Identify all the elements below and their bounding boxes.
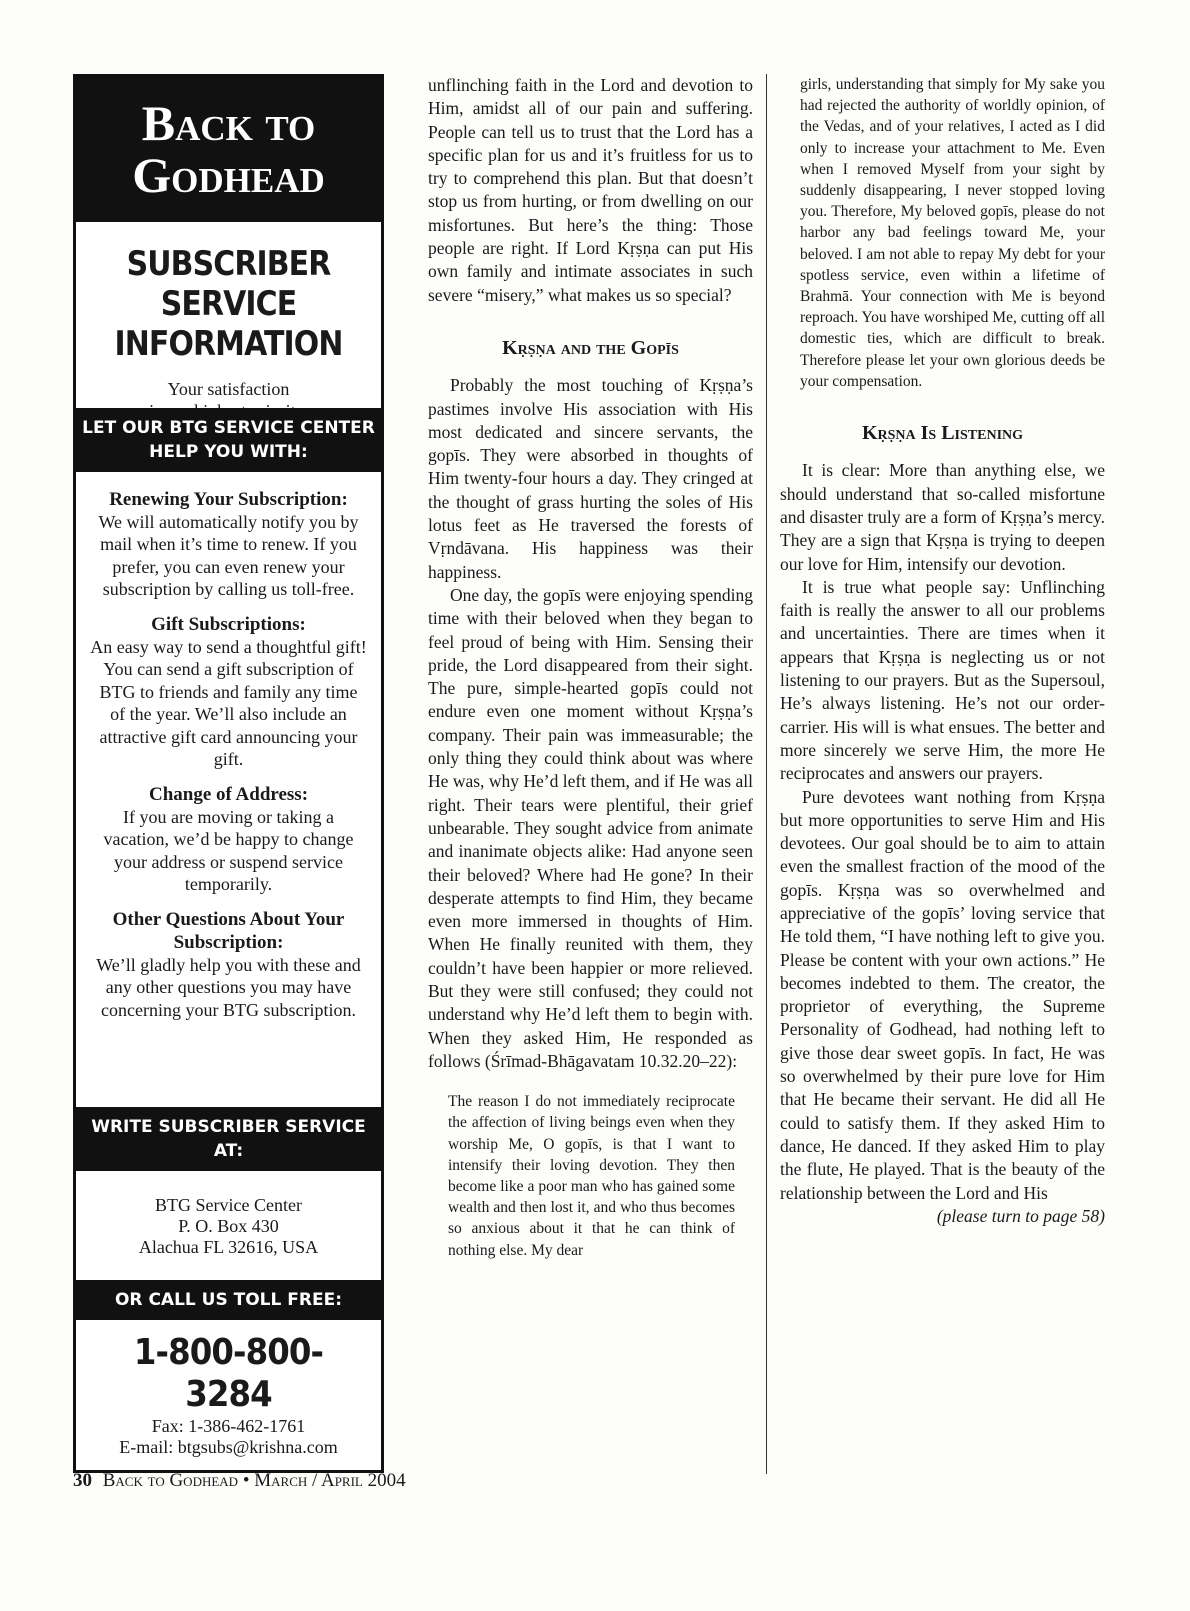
mailing-address bbox=[76, 1171, 381, 1280]
help-item-gift bbox=[90, 613, 367, 771]
masthead-line2: Godhead bbox=[132, 147, 325, 204]
fax-number: Fax: 1-386-462-1761 bbox=[151, 1416, 306, 1436]
subscriber-service-box bbox=[73, 74, 384, 1473]
help-item-body: If you are moving or taking a vacation, we’d be happy to change your address or suspend service temporarily. bbox=[103, 806, 354, 895]
paragraph: It is true what people say: Unflinching faith is really the answer to all our problems and uncertainties. There are times when it appears that Kṛṣṇa is neglecting us or not listening to our prayers. But as the Supersoul, He’s always listening. He’s not our order-carrier. His will is what ensues. The better and more sincerely we serve Him, the more He reciprocates and answers our prayers. bbox=[780, 576, 1105, 784]
block-quote: The reason I do not immediately reciprocate the affection of living beings even when they worship Me, O gopīs, is that I want to intensify their loving devotion. They then become like a poor man who has gained some wealth and then lost it, and who thus becomes so anxious about it that he can think of nothing else. My dear bbox=[448, 1093, 735, 1259]
address-line1: BTG Service Center bbox=[155, 1194, 302, 1215]
issue-date: March / April 2004 bbox=[254, 1470, 406, 1491]
continued-note: (please turn to page 58) bbox=[936, 1205, 1105, 1226]
toll-free-phone: 1-800-800-3284 bbox=[133, 1332, 324, 1415]
call-header: OR CALL US TOLL FREE: bbox=[76, 1280, 381, 1320]
help-item-renewing bbox=[90, 488, 367, 601]
title-line1: SUBSCRIBER bbox=[126, 243, 331, 284]
paragraph: One day, the gopīs were enjoying spending time with their beloved when they began to feel proud of being with Him. Sensing their pride, the Lord disappeared from their sight. The pure, simple-hearted gopīs could not endure even one moment without Kṛṣṇa’s company. Their pain was immeasurable; the only thing they could think about was where He was, why He’d left them, and if He was all right. Their tears were plentiful, their grief unbearable. They sought advice from animate and inanimate objects alike: Had anyone seen their beloved? Where had He gone? In their desperate attempts to find Him, they became even more immersed in thoughts of Him. When He finally reunited with them, they couldn’t have been happier or more relieved. But they were still confused; they could not understand why He’d left them to begin with. When they asked Him, He responded as follows (Śrīmad-Bhāgavatam 10.32.20–22): bbox=[428, 584, 753, 1071]
help-header-line2: HELP YOU WITH: bbox=[149, 441, 308, 462]
footer-separator: • bbox=[242, 1470, 250, 1491]
help-item-body: We’ll gladly help you with these and any other questions you may have concerning your BTG subscription. bbox=[96, 954, 361, 1020]
help-item-address-change bbox=[90, 783, 367, 896]
contact-box bbox=[76, 1320, 381, 1470]
masthead-line1: Back to bbox=[141, 95, 316, 152]
paragraph: It is clear: More than anything else, we should understand that so-called misfortune and disaster truly are a form of Kṛṣṇa’s mercy. They are a sign that Kṛṣṇa is trying to deepen our love for Him, intensify our devotion. bbox=[780, 460, 1105, 574]
email-address: E-mail: btgsubs@krishna.com bbox=[119, 1437, 338, 1457]
address-line2: P. O. Box 430 bbox=[178, 1215, 279, 1236]
help-item-body: An easy way to send a thoughtful gift! You can send a gift subscription of BTG to friends and family any time of the year. We’ll also include an attractive gift card announcing your gift. bbox=[90, 636, 367, 770]
help-item-body: We will automatically notify you by mail when it’s time to renew. If you prefer, you can even renew your subscription by calling us toll-free. bbox=[98, 511, 359, 600]
section-heading: Kṛṣṇa and the Gopīs bbox=[502, 336, 679, 359]
paragraph: Probably the most touching of Kṛṣṇa’s pastimes involve His association with His most dedicated and sincere servants, the gopīs. They were absorbed in thoughts of Him twenty-four hours a day. They cringed at the thought of grass hurting the soles of His lotus feet as He traversed the forests of Vṛndāvana. His happiness was their happiness. bbox=[428, 375, 753, 582]
article-column-3 bbox=[780, 74, 1105, 1228]
page-number: 30 bbox=[73, 1470, 92, 1491]
help-items bbox=[76, 472, 381, 1107]
paragraph: Pure devotees want nothing from Kṛṣṇa but more opportunities to serve Him and His devotees. Our goal should be to aim to attain even the smallest fraction of the mood of the gopīs. Kṛṣṇa was so overwhelmed and appreciative of the gopīs’ loving service that He told them, “I have nothing left to give you. Please be content with your own actions.” He becomes indebted to them. The creator, the proprietor of everything, the Supreme Personality of Godhead, had nothing left to give those dear sweet gopīs. In fact, He was so overwhelmed by their pure love for Him that He became their servant. He did all He could to satisfy them. If they asked Him to dance, He danced. If they asked Him to play the flute, He played. That is the beauty of the relationship between the Lord and His bbox=[780, 786, 1105, 1203]
address-line3: Alachua FL 32616, USA bbox=[138, 1236, 319, 1257]
write-header: WRITE SUBSCRIBER SERVICE AT: bbox=[76, 1107, 381, 1171]
paragraph: unflinching faith in the Lord and devotion to Him, amidst all of our pain and suffering. People can tell us to trust that the Lord has a specific plan for us and it’s fruitless for us to try to comprehend this plan. But that doesn’t stop us from hurting, or from dwelling on our misfortunes. But here’s the thing: Those people are right. If Lord Kṛṣṇa can put His own family and intimate associates in such severe “misery,” what makes us so special? bbox=[428, 75, 753, 305]
help-item-other bbox=[90, 908, 367, 1022]
masthead-logo bbox=[76, 77, 381, 222]
help-item-heading: Change of Address: bbox=[148, 783, 309, 805]
column-divider bbox=[766, 74, 767, 1474]
publication-name: Back to Godhead bbox=[102, 1470, 239, 1491]
help-header bbox=[76, 408, 381, 472]
article-column-2 bbox=[428, 74, 753, 1261]
title-line2: SERVICE bbox=[160, 283, 297, 324]
help-item-heading: Gift Subscriptions: bbox=[151, 613, 306, 635]
help-item-heading: Renewing Your Subscription: bbox=[109, 488, 348, 510]
help-item-heading: Other Questions About Your Subscription: bbox=[112, 908, 345, 953]
intro-section bbox=[76, 222, 381, 408]
title-line3: INFORMATION bbox=[114, 323, 343, 364]
block-quote-continued: girls, understanding that simply for My sake you had rejected the authority of worldly opinion, of the Vedas, and of your relatives, I acted as I did only to increase your attachment to Me. Even when I removed Myself from your sight by suddenly disappearing, I never stopped loving you. Therefore, My beloved gopīs, please do not harbor any bad feelings toward Me, your beloved. I am not able to repay My debt for your spotless service, even within a lifetime of Brahmā. Your connection with Me is beyond reproach. You have worshiped Me, cutting off all domestic ties, which are difficult to break. Therefore please let your own glorious deeds be your compensation. bbox=[800, 76, 1105, 390]
tagline-line1: Your satisfaction bbox=[167, 378, 290, 399]
section-heading: Kṛṣṇa Is Listening bbox=[861, 422, 1024, 445]
help-header-line1: LET OUR BTG SERVICE CENTER bbox=[82, 417, 375, 438]
page-footer bbox=[73, 1470, 406, 1492]
